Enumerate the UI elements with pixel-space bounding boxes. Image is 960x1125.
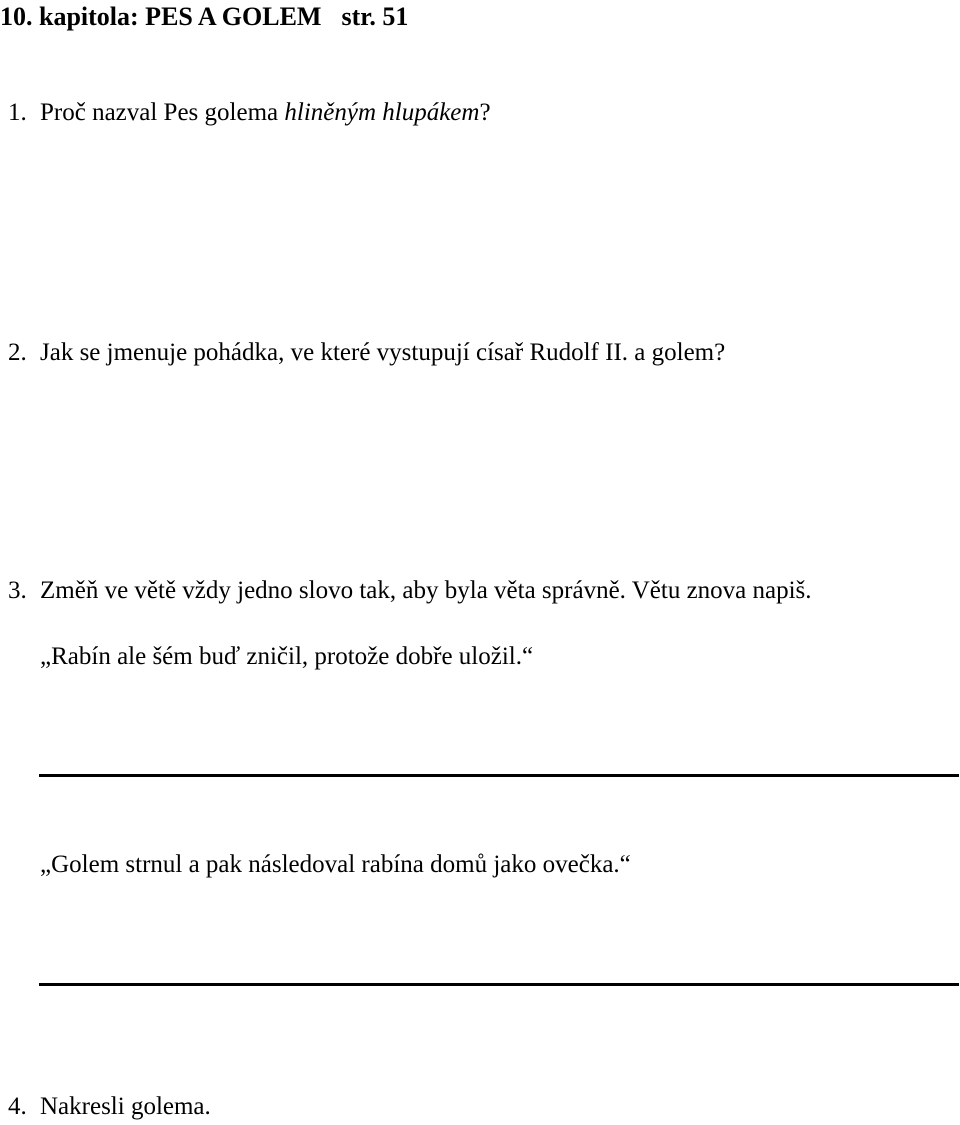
question-text: Změň ve větě vždy jedno slovo tak, aby byla věta správně. Větu znova napiš. (40, 577, 812, 604)
question-text-end: ? (479, 99, 491, 126)
question-text: Jak se jmenuje pohádka, ve které vystupují císař Rudolf II. a golem? (40, 339, 726, 366)
question-text: Nakresli golema. (40, 1093, 211, 1120)
question-number: 1. (8, 99, 27, 126)
answer-line-2[interactable] (39, 983, 959, 986)
answer-line-1[interactable] (39, 774, 959, 777)
question-4 (8, 1092, 211, 1122)
question-number: 4. (8, 1093, 27, 1120)
question-1 (8, 98, 491, 128)
page-reference: str. 51 (341, 2, 409, 31)
sentence-2: „Golem strnul a pak následoval rabína domů jako ovečka.“ (40, 851, 631, 878)
question-2 (8, 338, 725, 368)
question-number: 2. (8, 339, 27, 366)
chapter-title: 10. kapitola: PES A GOLEM (0, 2, 322, 31)
question-text: Proč nazval Pes golema (40, 99, 285, 126)
question-italic-text: hliněným hlupákem (284, 99, 480, 126)
worksheet-title (0, 2, 408, 32)
question-number: 3. (8, 577, 27, 604)
question-3 (8, 576, 812, 606)
sentence-1: „Rabín ale šém buď zničil, protože dobře uložil.“ (40, 643, 534, 670)
